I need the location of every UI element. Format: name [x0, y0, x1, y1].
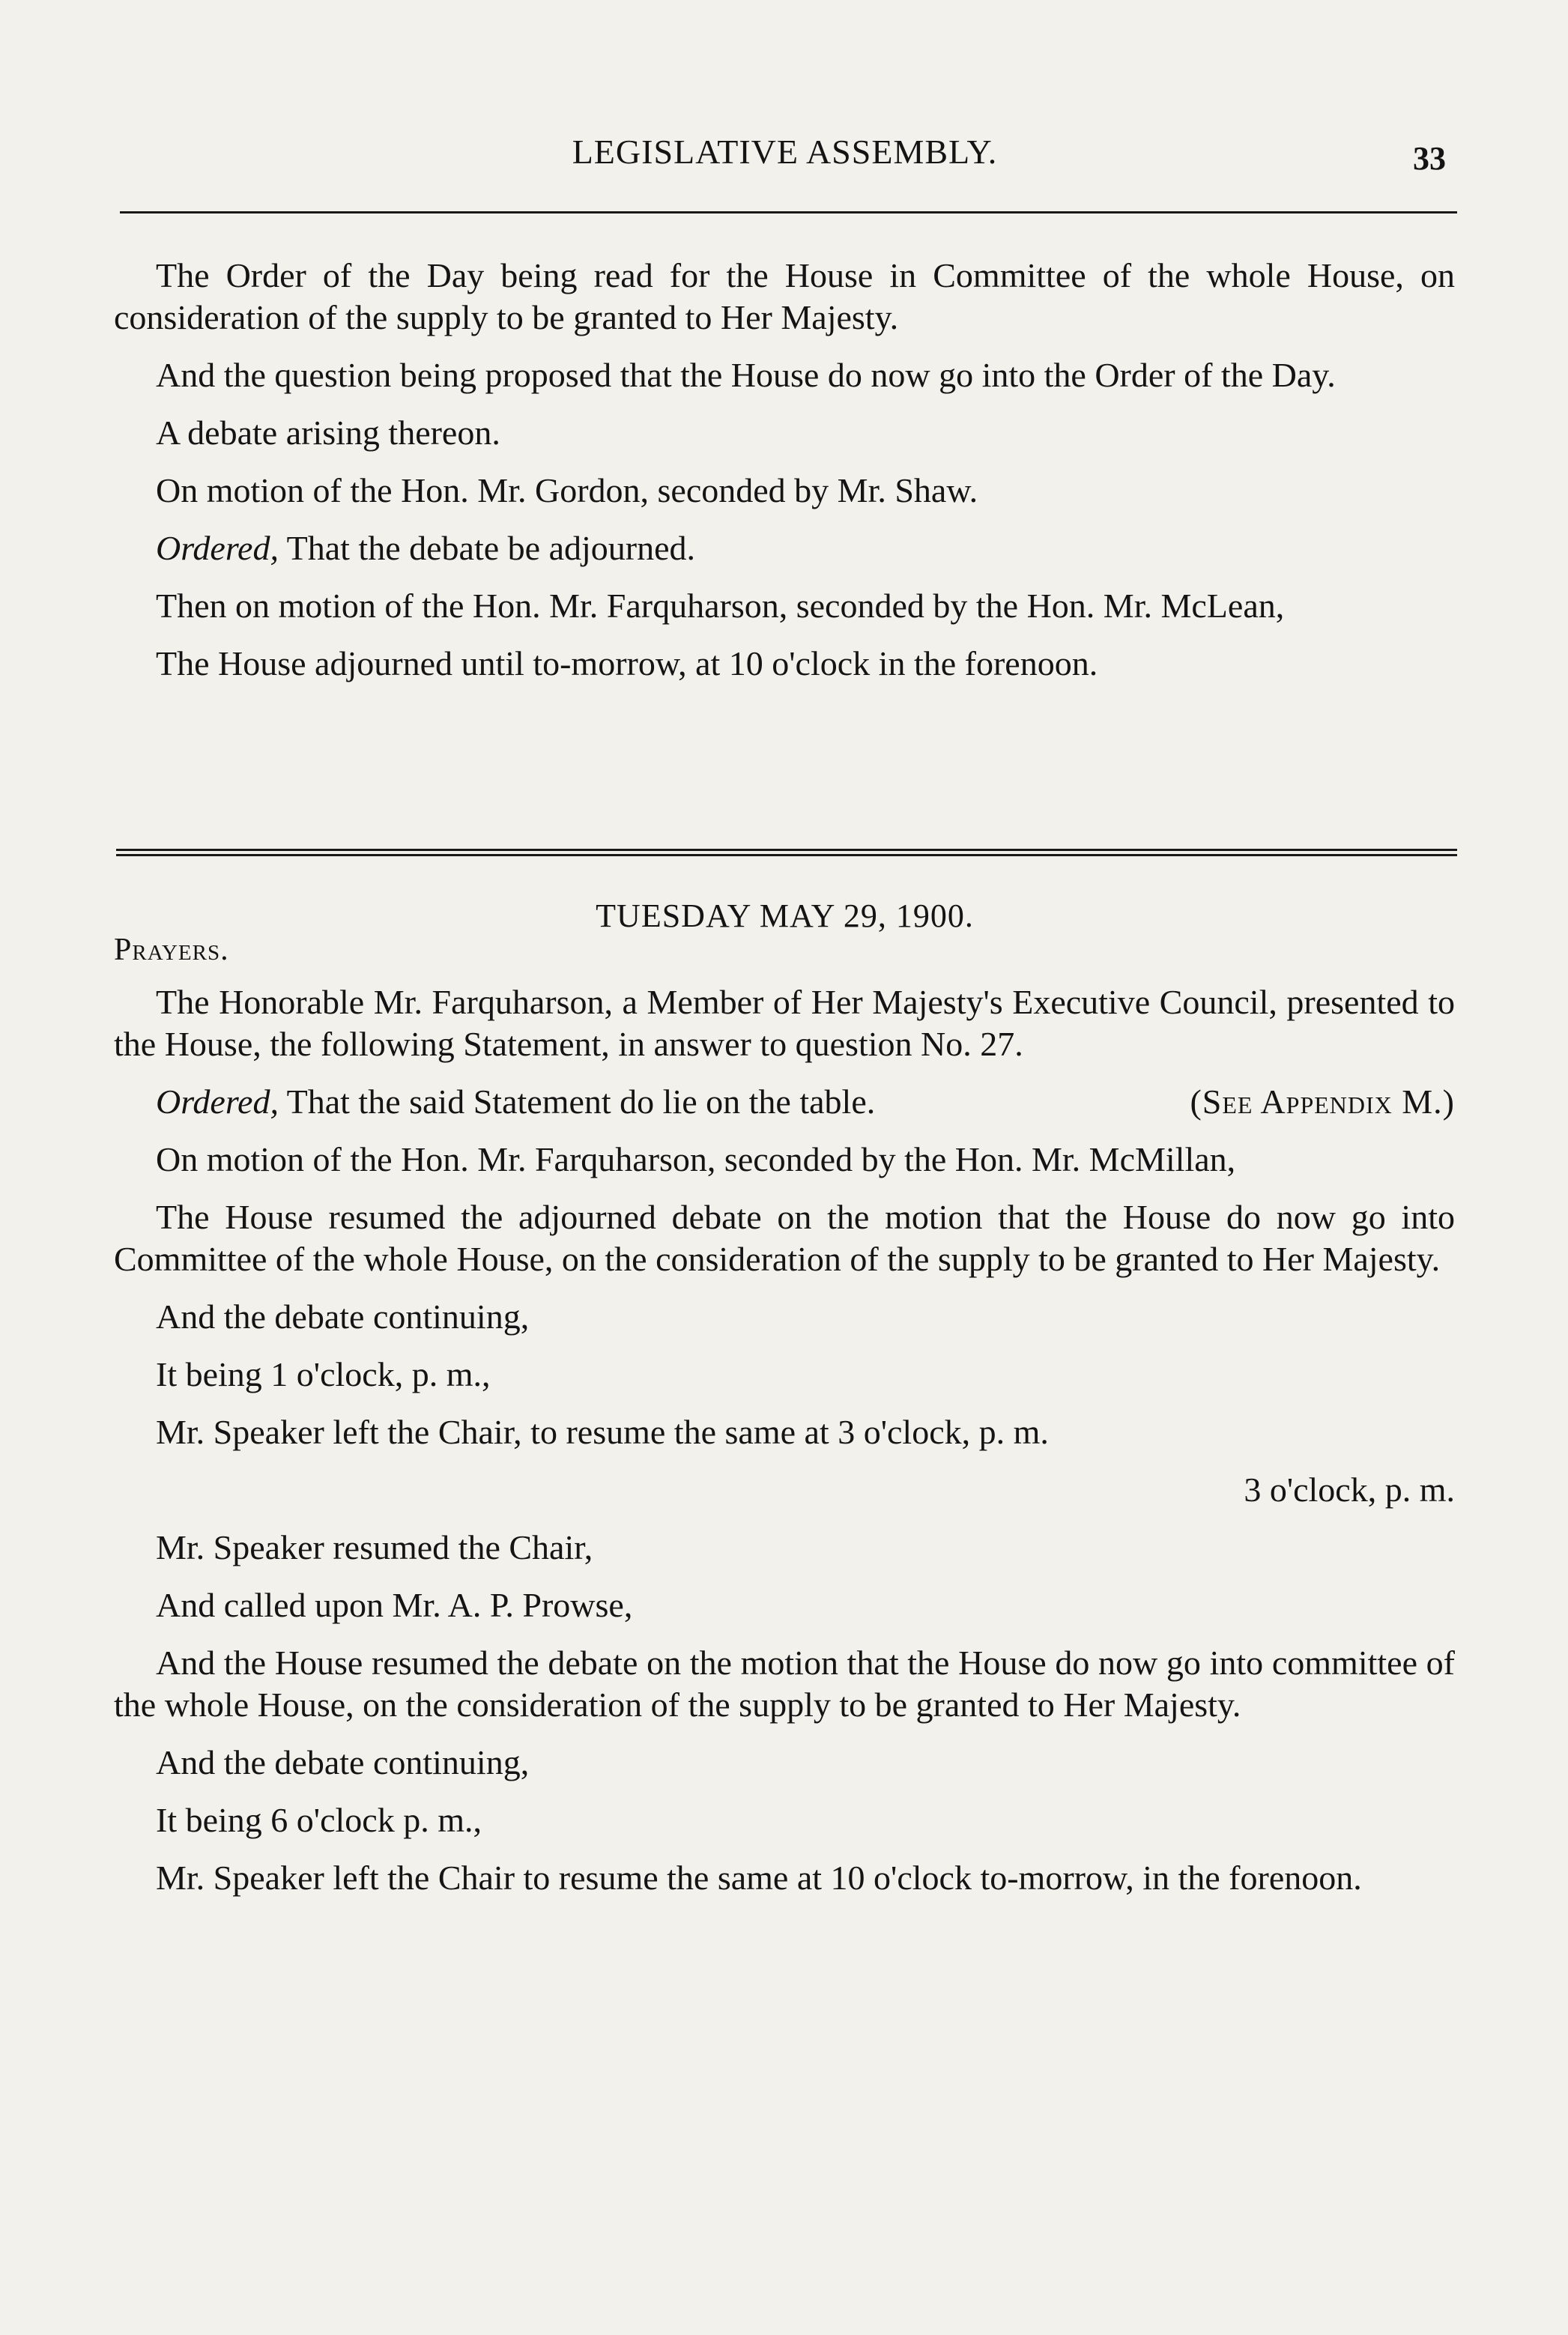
appendix-reference: (See Appendix M.) — [1190, 1082, 1455, 1121]
paragraph-ordered-statement — [114, 1081, 1455, 1123]
prayers-heading: Prayers. — [114, 933, 229, 967]
proceedings-section-1 — [114, 255, 1455, 700]
running-title: LEGISLATIVE ASSEMBLY. — [572, 133, 998, 171]
ordered-label: Ordered, — [156, 1082, 279, 1121]
proceedings-section-2 — [114, 929, 1455, 1915]
page-header — [112, 127, 1457, 187]
paragraph-speaker-resumed: Mr. Speaker resumed the Chair, — [156, 1528, 593, 1566]
paragraph-statement-presented: The Honorable Mr. Farquharson, a Member of Her Majesty's Executive Council, presented to the House, the following Statement, in answer to question No. 27. — [114, 983, 1455, 1063]
paragraph-resumed-debate: The House resumed the adjourned debate on the motion that the House do now go into Committee of the whole House, on the consideration of the supply to be granted to Her Majesty. — [114, 1198, 1455, 1278]
paragraph-speaker-left-1: Mr. Speaker left the Chair, to resume the same at 3 o'clock, p. m. — [156, 1413, 1049, 1451]
time-marker: 3 o'clock, p. m. — [1244, 1471, 1455, 1509]
ordered-text: That the debate be adjourned. — [278, 529, 695, 567]
page-number: 33 — [1413, 140, 1446, 177]
paragraph-order-of-day: The Order of the Day being read for the House in Committee of the whole House, on consideration of the supply to be granted to Her Majesty. — [114, 256, 1455, 336]
sitting-date-heading: TUESDAY MAY 29, 1900. — [596, 897, 974, 934]
paragraph-ordered-adjourned — [114, 527, 1455, 569]
section-divider — [116, 849, 1457, 856]
paragraph-debate-continuing-2: And the debate continuing, — [156, 1743, 530, 1781]
ordered-label: Ordered, — [156, 529, 279, 567]
paragraph-debate-arising: A debate arising thereon. — [156, 414, 500, 452]
paragraph-one-oclock: It being 1 o'clock, p. m., — [156, 1355, 491, 1393]
paragraph-called-prowse: And called upon Mr. A. P. Prowse, — [156, 1586, 633, 1624]
paragraph-six-oclock: It being 6 o'clock p. m., — [156, 1801, 482, 1839]
paragraph-motion-farquharson: Then on motion of the Hon. Mr. Farquharson, seconded by the Hon. Mr. McLean, — [156, 587, 1285, 625]
paragraph-question-proposed: And the question being proposed that the House do now go into the Order of the Day. — [156, 356, 1336, 394]
ordered-text: That the said Statement do lie on the table. — [278, 1082, 876, 1121]
paragraph-motion-gordon: On motion of the Hon. Mr. Gordon, seconded by Mr. Shaw. — [156, 471, 978, 509]
paragraph-house-adjourned: The House adjourned until to-morrow, at 10 o'clock in the forenoon. — [156, 644, 1098, 682]
paragraph-debate-continuing-1: And the debate continuing, — [156, 1297, 530, 1336]
paragraph-speaker-left-2: Mr. Speaker left the Chair to resume the same at 10 o'clock to-morrow, in the forenoon. — [156, 1859, 1362, 1897]
paragraph-motion-mcmillan: On motion of the Hon. Mr. Farquharson, seconded by the Hon. Mr. McMillan, — [156, 1140, 1236, 1178]
header-rule — [120, 211, 1457, 213]
paragraph-house-resumed-debate: And the House resumed the debate on the motion that the House do now go into committee of the whole House, on the consideration of the supply to be granted to Her Majesty. — [114, 1644, 1455, 1724]
